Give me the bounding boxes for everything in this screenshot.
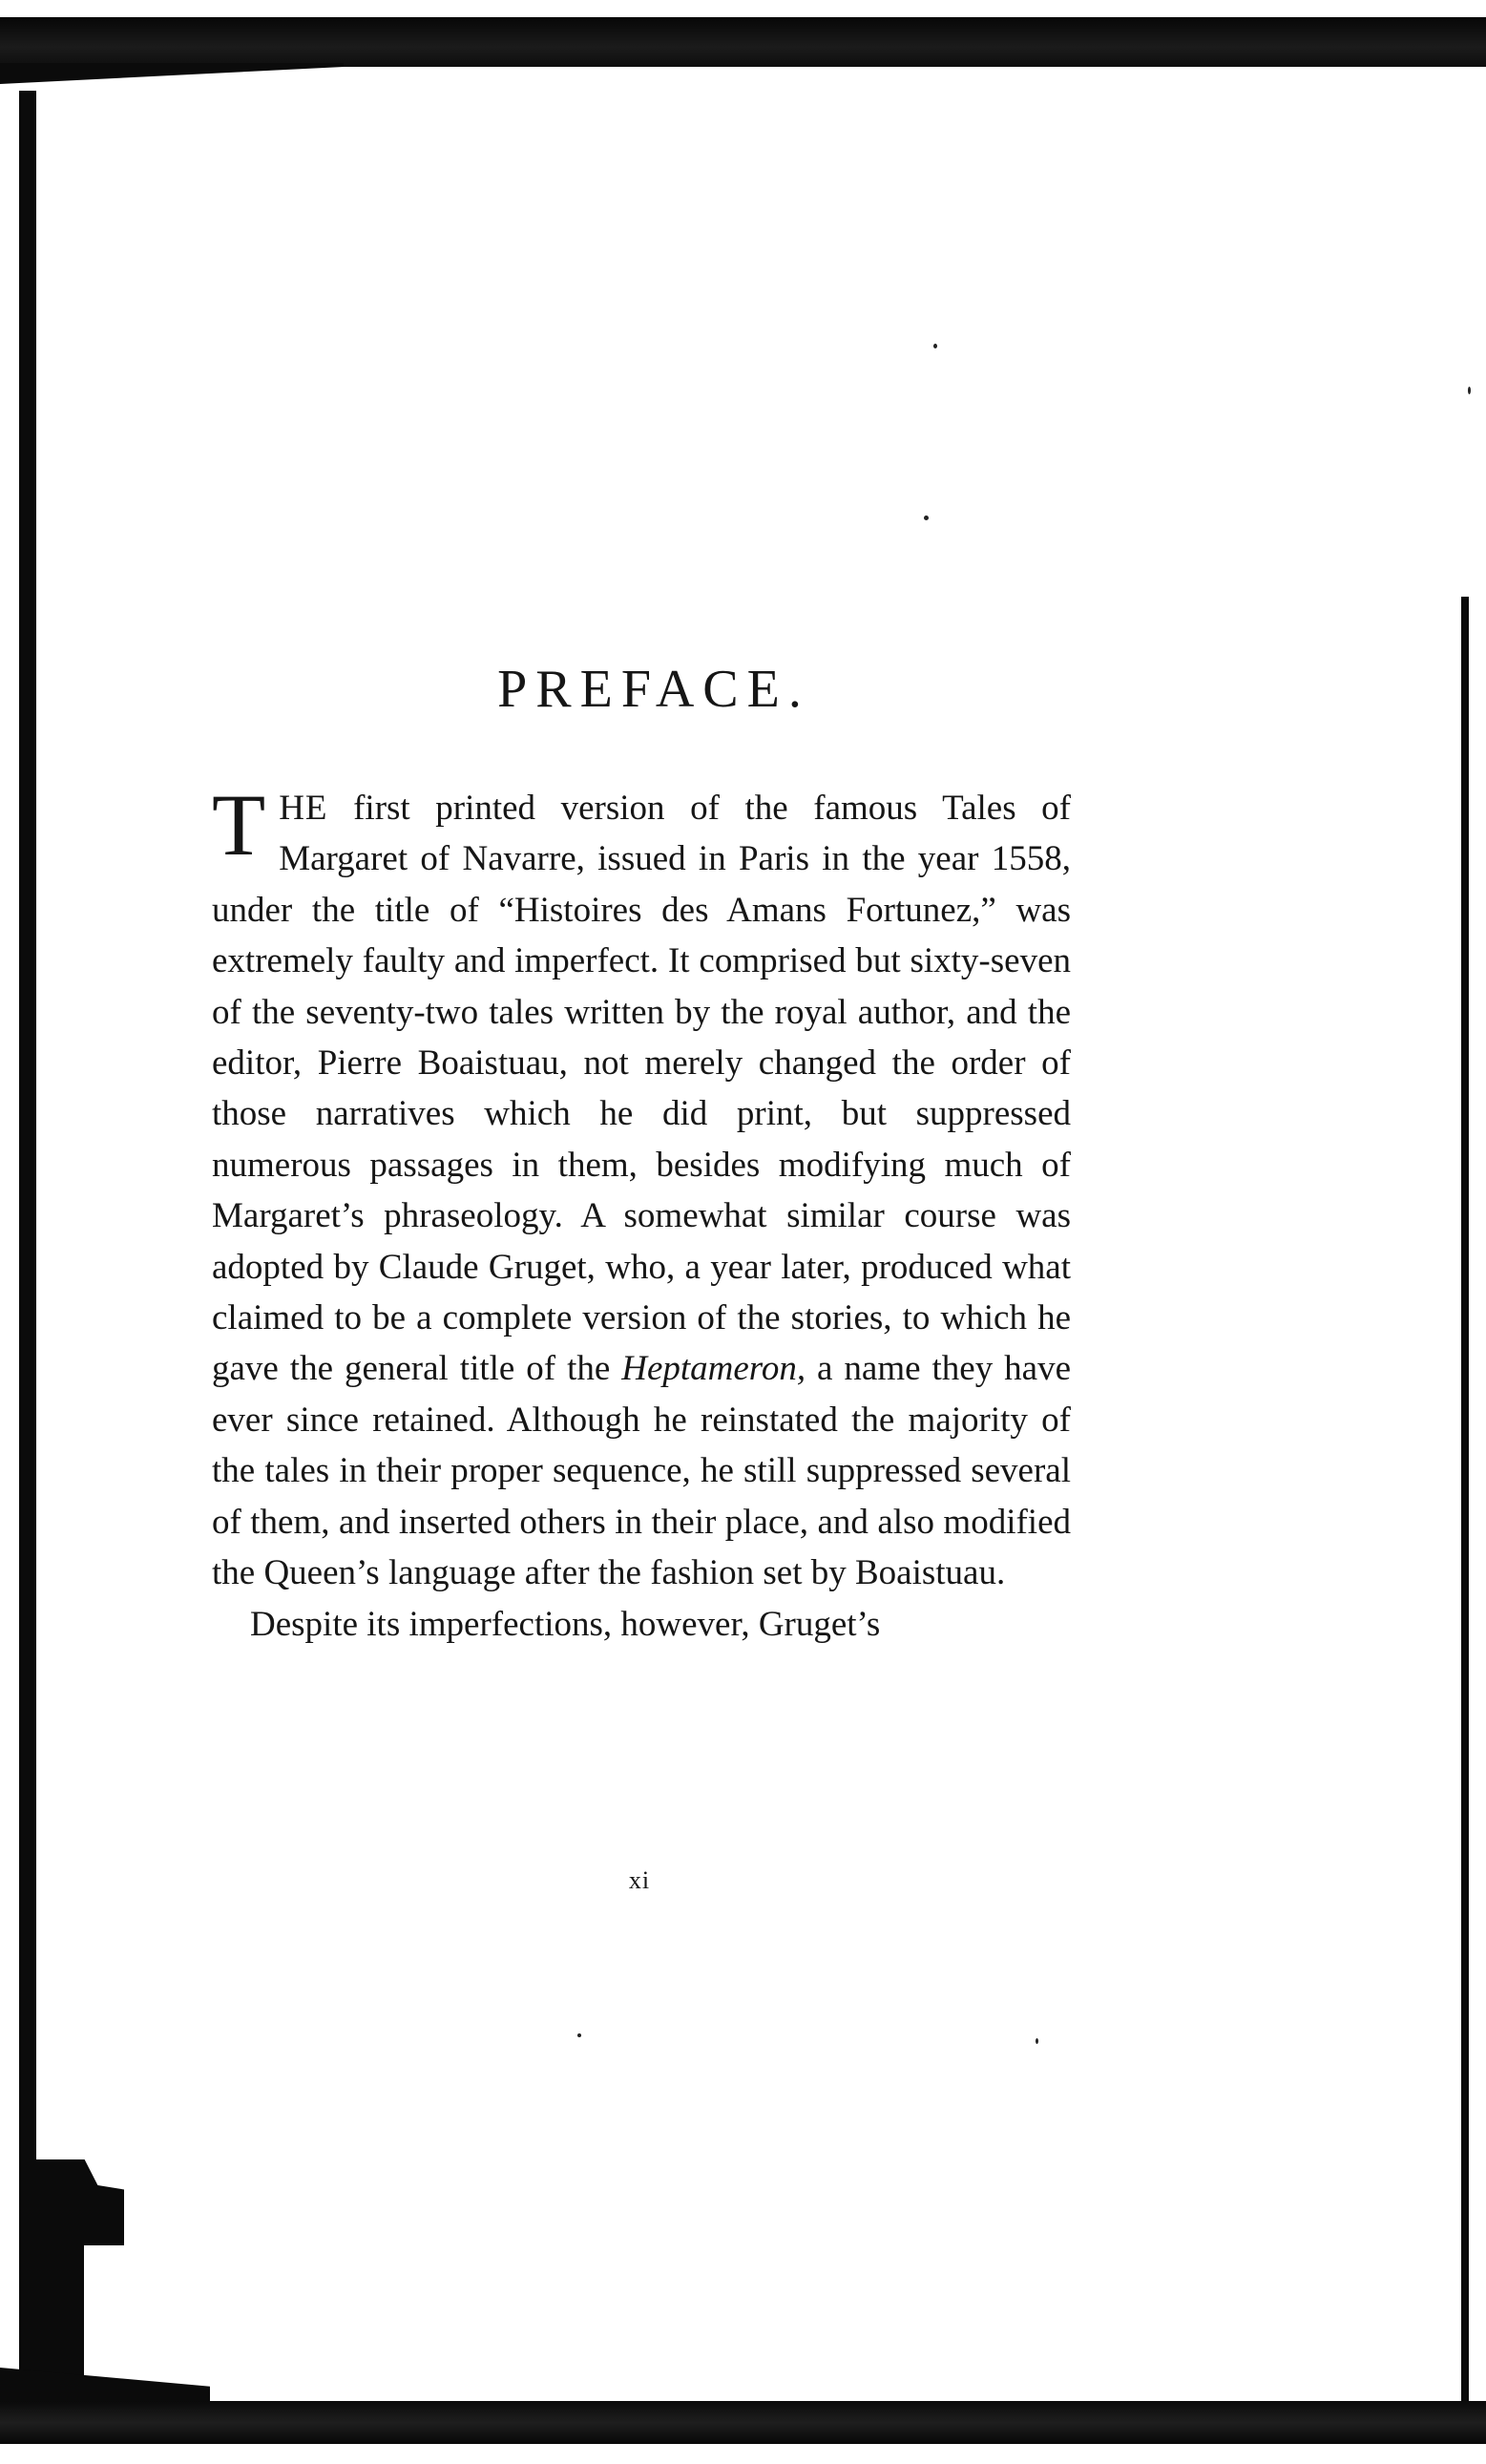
scan-border-top <box>0 17 1486 67</box>
paragraph-1-text-b: a name they have ever since retained. Although he reinstated the majority of the tales in their proper sequence, he still suppressed several of them, and inserted others in their place, and also modified the Queen’s language after the fashion set by Boaistuau. <box>212 1349 1072 1593</box>
paragraph-1 <box>212 776 1072 1599</box>
paragraph-1-text-a: first printed version of the famous Tales of Margaret of Navarre, issued in Paris in the year 1558, under the title of “Histoires des Amans Fortunez,” was extremely faulty and imperfect. It comprised but sixty-seven of the seventy-two tales written by the royal author, and the editor, Pierre Boaistuau, not merely changed the order of those narratives which he did print, but suppressed numerous passages in them, besides modifying much of Margaret’s phraseology. A somewhat similar course was adopted by Claude Gruget, who, a year later, produced what claimed to be a complete version of the stories, to which he gave the general title of the <box>212 789 1071 1389</box>
preface-body <box>212 776 1072 1650</box>
page-title: PREFACE. <box>497 660 810 719</box>
scan-speck <box>924 516 929 520</box>
scan-speck <box>1036 2038 1038 2044</box>
drop-cap: T <box>212 776 266 874</box>
scan-border-top-lip <box>0 63 344 84</box>
italic-book-title: Heptameron, <box>621 1349 806 1389</box>
page-number: xi <box>628 1866 651 1894</box>
scan-speck <box>933 344 937 348</box>
opening-caps: HE <box>279 789 328 828</box>
scan-border-bottom-lip <box>0 2368 210 2402</box>
scan-smudge-left-tail <box>36 2245 84 2379</box>
scan-speck <box>577 2033 581 2037</box>
scan-border-left <box>19 91 36 2372</box>
scan-smudge-left <box>36 2159 124 2245</box>
scan-border-right <box>1461 597 1469 2439</box>
paragraph-2: Despite its imperfections, however, Gruget’s <box>250 1604 881 1644</box>
scan-speck <box>1468 387 1471 394</box>
scan-border-bottom <box>0 2401 1486 2444</box>
